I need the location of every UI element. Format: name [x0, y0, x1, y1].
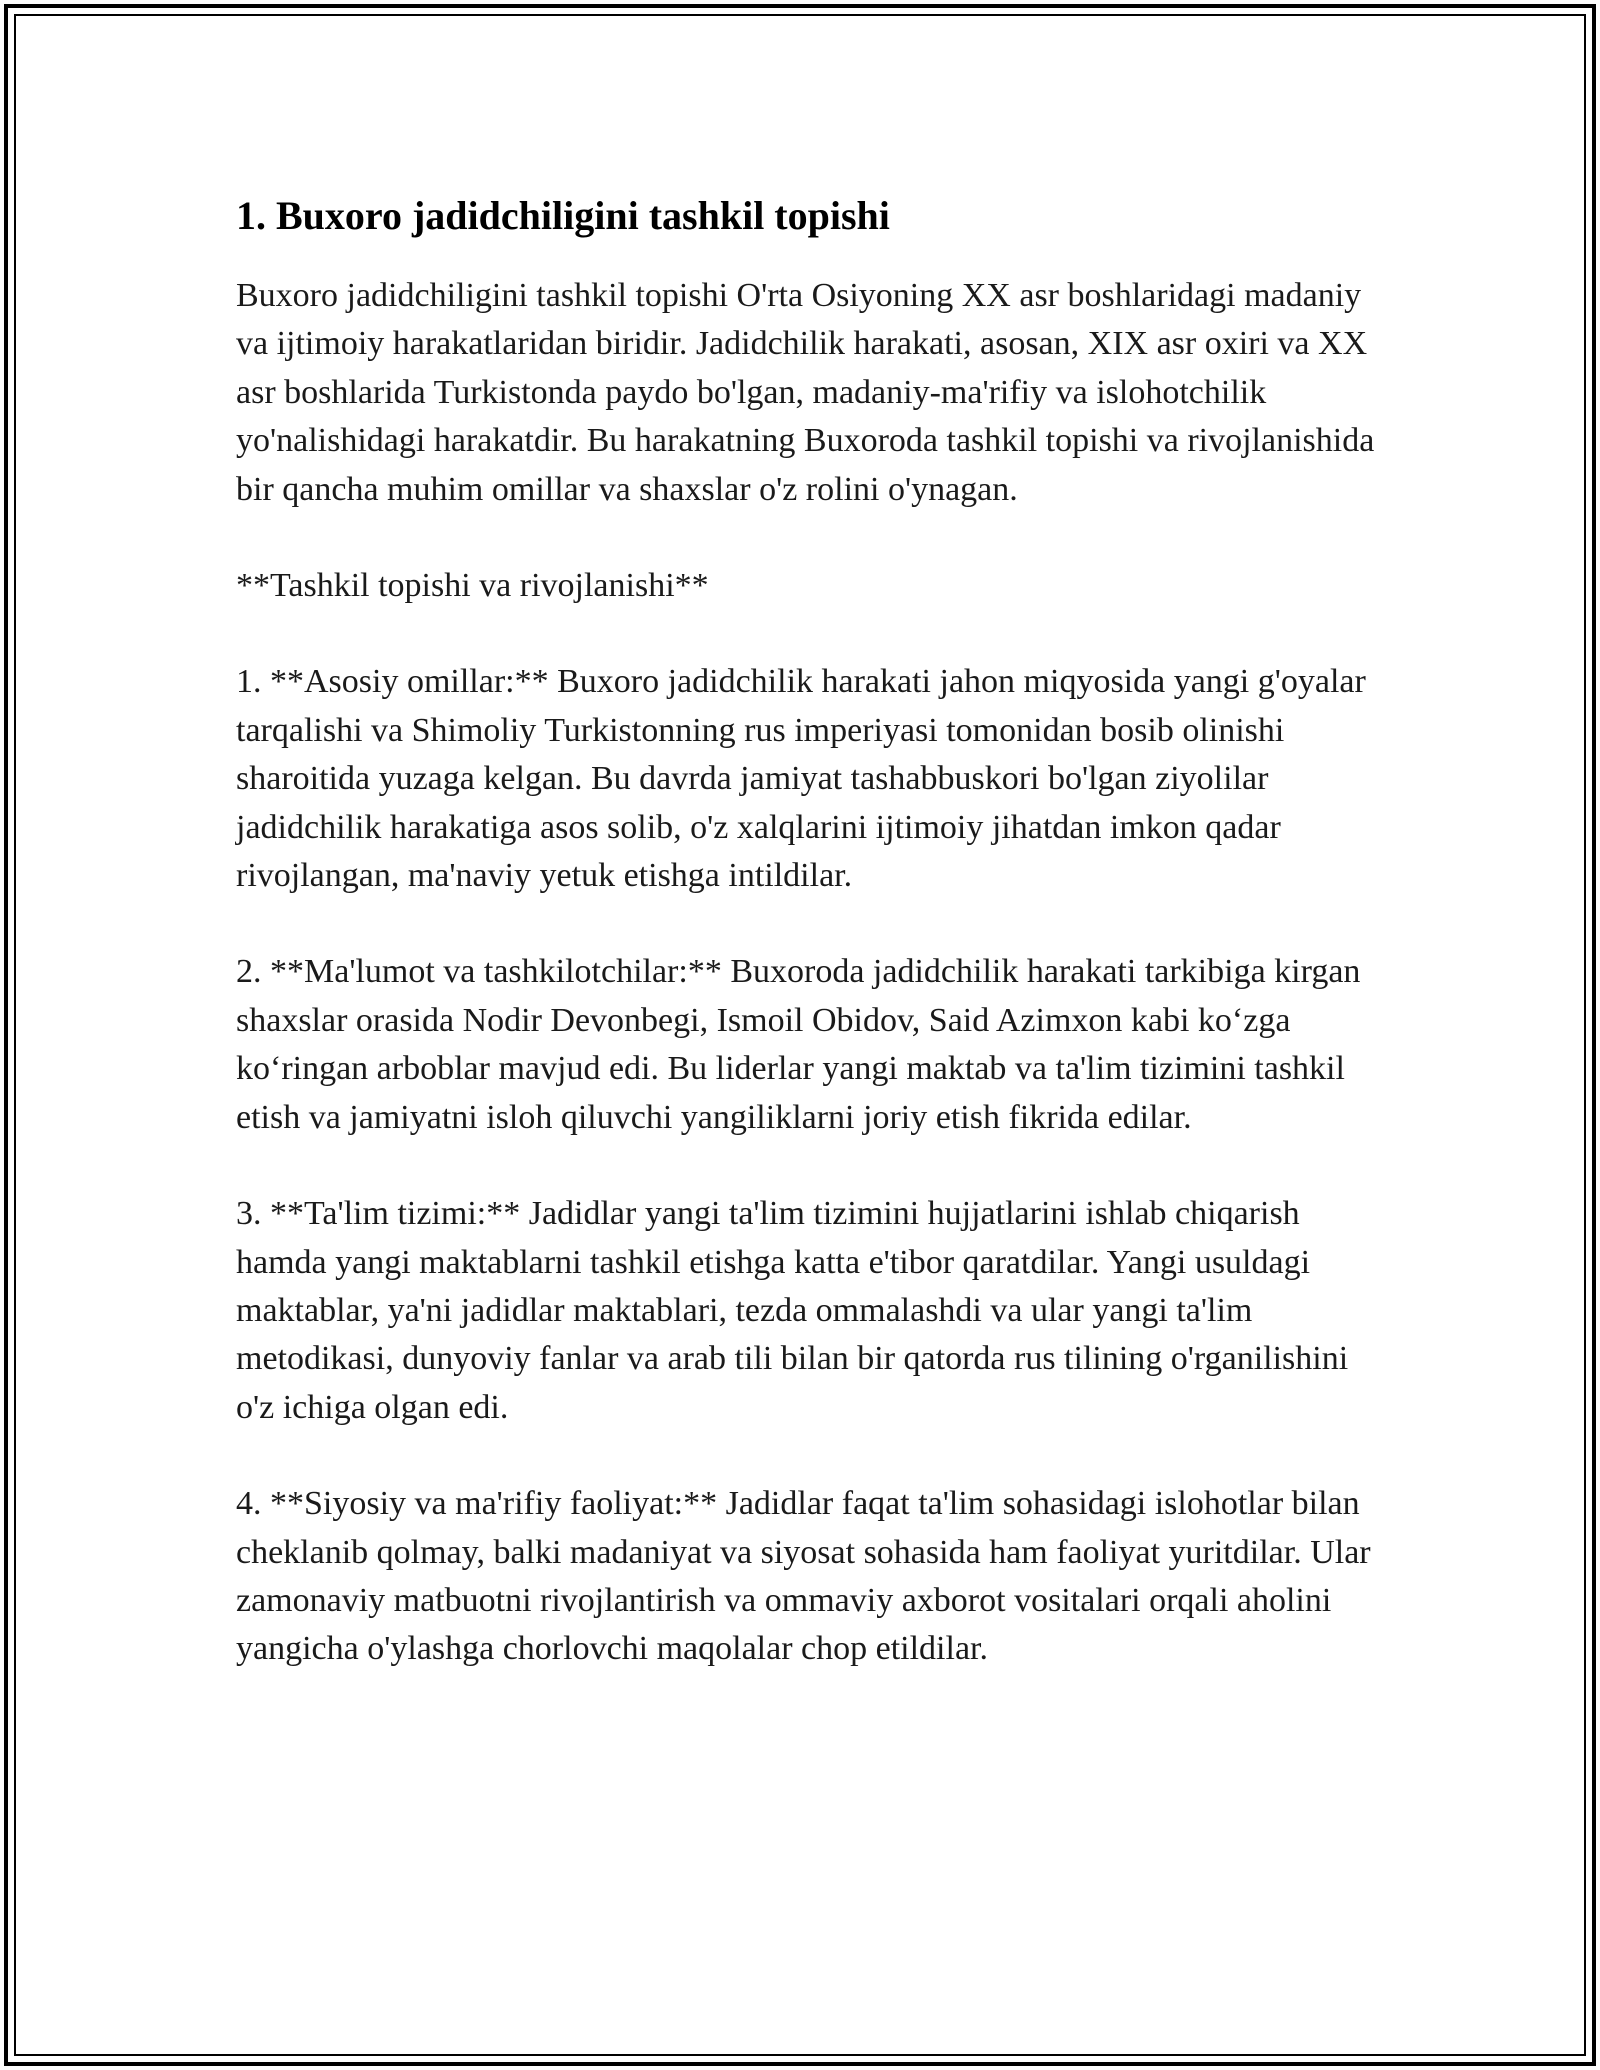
point-1-paragraph: 1. **Asosiy omillar:** Buxoro jadidchilik harakati jahon miqyosida yangi g'oyalar tarqalishi va Shimoliy Turkistonning rus imperiyasi tomonidan bosib olinishi sharoitida yuzaga kelgan. Bu davrda jamiyat tashabbuskori bo'lgan ziyolilar jadidchilik harakatiga asos solib, o'z xalqlarini ijtimoiy jihatdan imkon qadar rivojlangan, ma'naviy yetuk etishga intildilar. [236, 663, 1366, 895]
point-2-paragraph: 2. **Ma'lumot va tashkilotchilar:** Buxoroda jadidchilik harakati tarkibiga kirgan shaxslar orasida Nodir Devonbegi, Ismoil Obidov, Said Azimxon kabi ko‘zga ko‘ringan arboblar mavjud edi. Bu liderlar yangi maktab va ta'lim tizimini tashkil etish va jamiyatni isloh qiluvchi yangiliklarni joriy etish fikrida edilar. [236, 953, 1361, 1136]
intro-paragraph: Buxoro jadidchiligini tashkil topishi O'rta Osiyoning XX asr boshlaridagi madaniy va ijtimoiy harakatlaridan biridir. Jadidchilik harakati, asosan, XIX asr oxiri va XX asr boshlarida Turkistonda paydo bo'lgan, madaniy-ma'rifiy va islohotchilik yo'nalishidagi harakatdir. Bu harakatning Buxoroda tashkil topishi va rivojlanishida bir qancha muhim omillar va shaxslar o'z rolini o'ynagan. [236, 277, 1375, 508]
document-body [236, 190, 1376, 1722]
point-4-paragraph: 4. **Siyosiy va ma'rifiy faoliyat:** Jadidlar faqat ta'lim sohasidagi islohotlar bilan cheklanib qolmay, balki madaniyat va siyosat sohasida ham faoliyat yuritdilar. Ular zamonaviy matbuotni rivojlantirish va ommaviy axborot vositalari orqali aholini yangicha o'ylashga chorlovchi maqolalar chop etildilar. [236, 1485, 1371, 1668]
document-title: 1. Buxoro jadidchiligini tashkil topishi [236, 193, 890, 238]
point-3-paragraph: 3. **Ta'lim tizimi:** Jadidlar yangi ta'lim tizimini hujjatlarini ishlab chiqarish hamda yangi maktablarni tashkil etishga katta e'tibor qaratdilar. Yangi usuldagi maktablar, ya'ni jadidlar maktablari, tezda ommalashdi va ular yangi ta'lim metodikasi, dunyoviy fanlar va arab tili bilan bir qatorda rus tilining o'rganilishini o'z ichiga olgan edi. [236, 1195, 1349, 1426]
section-heading-paragraph: **Tashkil topishi va rivojlanishi** [236, 567, 709, 605]
